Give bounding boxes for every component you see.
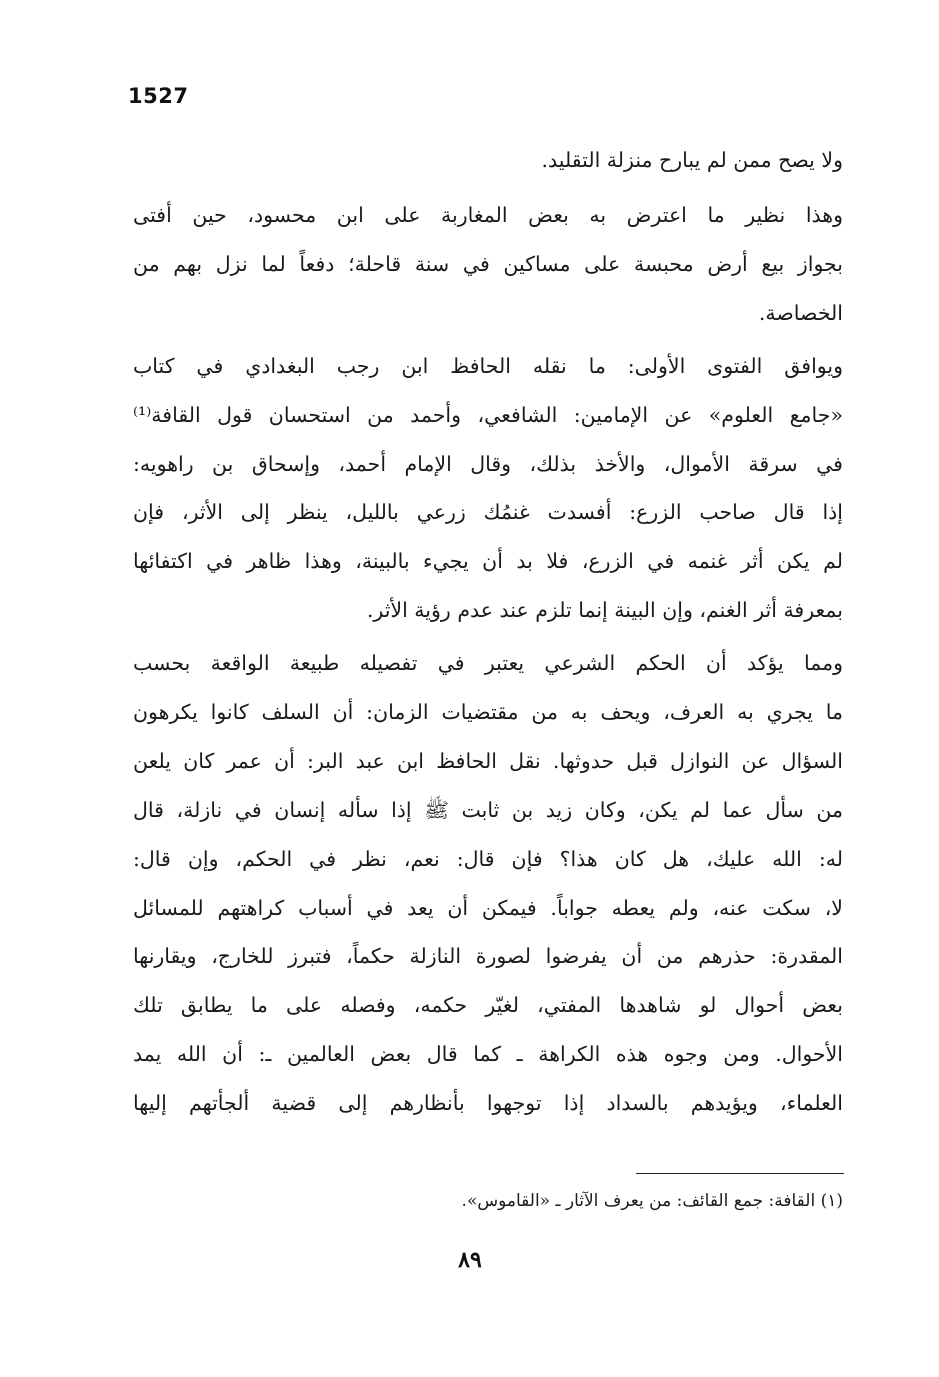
body-line: ولا يصح ممن لم يبارح منزلة التقليد. xyxy=(541,148,843,172)
body-line: «جامع العلوم» عن الإمامين: الشافعي، وأحمد من استحسان قول القافة⁽¹⁾ xyxy=(133,403,843,427)
footnote-separator xyxy=(636,1173,844,1174)
page-number: ٨٩ xyxy=(458,1247,482,1273)
page-reference-number: 1527 xyxy=(128,84,189,108)
body-line: له: الله عليك، هل كان هذا؟ فإن قال: نعم، نظر في الحكم، وإن قال: xyxy=(133,847,843,871)
footnote: (١) القافة: جمع القائف: من يعرف الآثار ـ «القاموس». xyxy=(461,1191,843,1211)
body-line: لم يكن أثر غنمه في الزرع، فلا بد أن يجيء بالبينة، وهذا ظاهر في اكتفائها xyxy=(133,549,843,573)
body-line: المقدرة: حذرهم من أن يفرضوا لصورة النازلة حكماً، فتبرز للخارج، ويقارنها xyxy=(133,944,843,968)
body-line: السؤال عن النوازل قبل حدوثها. نقل الحافظ ابن عبد البر: أن عمر كان يلعن xyxy=(133,749,843,773)
body-line: لا، سكت عنه، ولم يعطه جواباً. فيمكن أن يعد في أسباب كراهتهم للمسائل xyxy=(133,896,843,920)
body-line: الأحوال. ومن وجوه هذه الكراهة ـ كما قال بعض العالمين ـ: أن الله يمد xyxy=(133,1042,843,1066)
body-line: وهذا نظير ما اعترض به بعض المغاربة على ابن محسود، حين أفتى xyxy=(133,203,843,227)
body-line: إذا قال صاحب الزرع: أفسدت غنمُك زرعي بالليل، ينظر إلى الأثر، فإن xyxy=(133,500,843,524)
body-line: العلماء، ويؤيدهم بالسداد إذا توجهوا بأنظارهم إلى قضية ألجأتهم إليها xyxy=(133,1091,843,1115)
body-line: ويوافق الفتوى الأولى: ما نقله الحافظ ابن رجب البغدادي في كتاب xyxy=(133,354,843,378)
body-line: بمعرفة أثر الغنم، وإن البينة إنما تلزم عند عدم رؤية الأثر. xyxy=(366,598,843,622)
body-line: الخصاصة. xyxy=(758,301,843,325)
body-line: من سأل عما لم يكن، وكان زيد بن ثابت ﷺ إذا سأله إنسان في نازلة، قال xyxy=(133,798,843,822)
body-line: بعض أحوال لو شاهدها المفتي، لغيّر حكمه، وفصله على ما يطابق تلك xyxy=(133,993,843,1017)
body-line: ومما يؤكد أن الحكم الشرعي يعتبر في تفصيله طبيعة الواقعة بحسب xyxy=(133,651,843,675)
body-line: في سرقة الأموال، والأخذ بذلك، وقال الإمام أحمد، وإسحاق بن راهويه: xyxy=(133,452,843,476)
body-line: بجواز بيع أرض محبسة على مساكين في سنة قاحلة؛ دفعاً لما نزل بهم من xyxy=(133,252,843,276)
body-line: ما يجري به العرف، ويحف به من مقتضيات الزمان: أن السلف كانوا يكرهون xyxy=(133,700,843,724)
